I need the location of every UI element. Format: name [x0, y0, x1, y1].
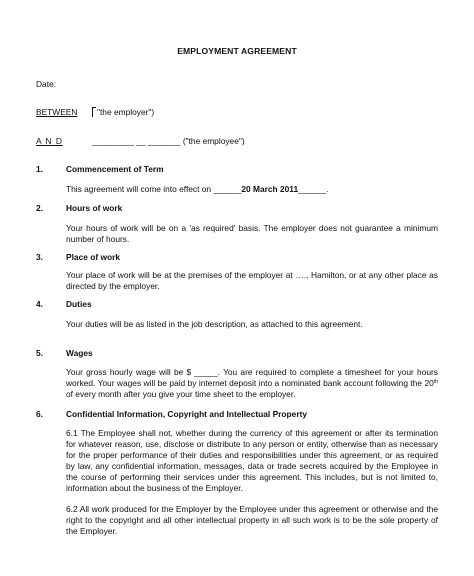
date-label: Date: — [36, 79, 57, 89]
employer-text: "the employer") — [97, 107, 155, 117]
section-number: 2. — [36, 203, 43, 213]
section-number: 6. — [36, 409, 43, 419]
section-body — [66, 270, 438, 292]
section-number: 3. — [36, 252, 43, 262]
section-heading: Duties — [66, 299, 92, 309]
section-heading: Wages — [66, 348, 93, 358]
section-number: 1. — [36, 164, 43, 174]
section-heading: Place of work — [66, 252, 120, 262]
section-heading: Hours of work — [66, 203, 123, 213]
document-title: EMPLOYMENT AGREEMENT — [177, 46, 297, 56]
section-paragraph — [66, 184, 438, 195]
between-label: BETWEEN — [36, 107, 78, 117]
section-body — [66, 367, 438, 400]
paragraph-text: This agreement will come into effect on ______ — [66, 184, 242, 194]
section-paragraph: 6.2 All work produced for the Employer by the Employee under this agreement or otherwise and the right to the copyright and all other intellectual property in all such work is to be the sole property of the Employer. — [66, 504, 438, 536]
paragraph-text: of every month after you give your time sheet to the employer. — [66, 389, 296, 399]
section-heading: Confidential Information, Copyright and Intellectual Property — [66, 409, 308, 419]
ordinal-suffix: th — [433, 379, 438, 385]
and-label: A N D — [36, 136, 63, 146]
section-body — [66, 428, 438, 537]
section-paragraph: 6.1 The Employee shall not, whether during the currency of this agreement or after its termination for whatever reason, use, disclose or distribute to any person or entity, otherwise than as necessary for the proper performance of their duties and responsibilities under this agreement, or as required by law, any confidential information, messages, data or trade secrets acquired by the Employee in the course of performing their services under this agreement. This includes, but is not limited to, information about the business of the Employer. — [66, 428, 438, 493]
section-heading: Commencement of Term — [66, 164, 164, 174]
section-paragraph: Your duties will be as listed in the job description, as attached to this agreement. — [66, 319, 363, 329]
paragraph-text: Your gross hourly wage will be $ _____. You are required to complete a timesheet for your hours worked. Your wages will be paid by internet deposit into a nominated bank account following the 20 — [66, 367, 438, 388]
employee-party: _________ __ _______ ("the employee") — [92, 136, 245, 146]
section-body — [66, 184, 438, 195]
section-paragraph: Your place of work will be at the premises of the employer at …., Hamilton, or at any other place as directed by the employer. — [66, 270, 438, 291]
text-cursor-icon — [92, 107, 96, 117]
section-number: 4. — [36, 299, 43, 309]
section-body — [66, 319, 438, 330]
start-date: 20 March 2011 — [241, 184, 299, 194]
section-body — [66, 223, 438, 245]
section-paragraph: Your hours of work will be on a 'as required' basis. The employer does not guarantee a minimum number of hours. — [66, 223, 438, 244]
paragraph-text: ______. — [298, 184, 329, 194]
section-paragraph — [66, 367, 438, 400]
section-number: 5. — [36, 348, 43, 358]
employer-party — [92, 107, 154, 118]
